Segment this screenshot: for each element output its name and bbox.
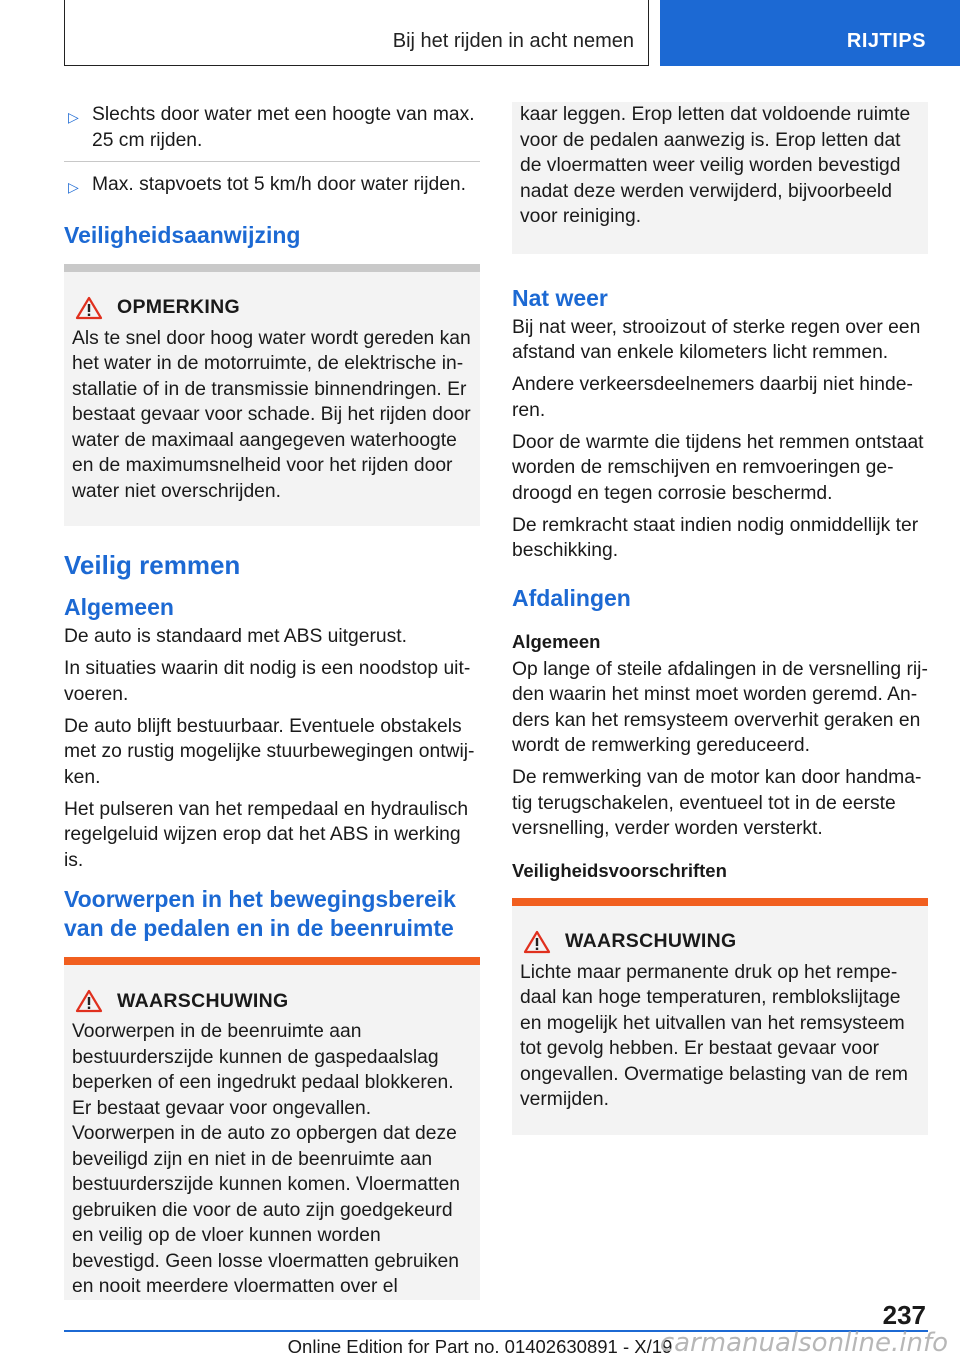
brake-title: Veilig remmen [64,550,241,580]
watermark: carmanualsonline.info [659,1328,948,1358]
paragraph: Bij nat weer, strooizout of sterke regen over een afstand van enkele kilometers licht remmen. [512,316,921,363]
warning-triangle-icon [75,296,103,320]
warning-box [512,898,928,1135]
notice-label: OPMERKING [117,296,240,318]
warning-triangle-icon [523,930,551,954]
notice-text: kaar leggen. Erop letten dat voldoende ruimte voor de pedalen aanwezig is. Erop letten dat de vloermatten weer veilig worden bevestigd nadat deze werden verwijderd, bijvoorbeeld voor reiniging. [520,104,911,227]
paragraph: In situaties waarin dit nodig is een noodstop uitvoeren. [64,658,471,705]
notice-text: Lichte maar permanente druk op het rempedaal kan hoge temperaturen, remblokslijtage en mogelijk het uitvallen van het remsysteem tot gevolg hebben. Er bestaat gevaar voor ongevallen. Overmatige belasting van de rem vermijden. [520,961,908,1110]
header-section-box [64,0,649,66]
paragraph: De remkracht staat indien nodig onmiddellijk ter beschikking. [512,514,919,561]
notice-header [520,930,920,954]
notice-text: Als te snel door hoog water wordt gereden kan het water in de motorruimte, de elektrische installatie of in de transmissie binnendringen. Er bestaat gevaar voor schade. Bij het rijden door water de maximaal aangegeven waterhoogte en de maximumsnelheid voor het rijden door water niet overschrijden. [72,327,471,502]
paragraph: Op lange of steile afdalingen in de versnelling rijden waarin het minst moet worden geremd. Anders kan het remsysteem oververhit geraken en wordt de remwerking gereduceerd. [512,658,928,756]
paragraph: Door de warmte die tijdens het remmen ontstaat worden de remschijven en remvoeringen gedroogd en tegen corrosie beschermd. [512,431,924,504]
notice-label: WAARSCHUWING [117,989,289,1012]
page-number: 237 [882,1300,926,1330]
paragraph: Andere verkeersdeelnemers daarbij niet hinderen. [512,374,913,421]
notice-text: Voorwerpen in de beenruimte aan bestuurderszijde kunnen de gaspedaalslag beperken of een ingedrukt pedaal blokkeren. Er bestaat gevaar voor ongevallen. Voorwerpen in de auto zo opbergen dat deze beveiligd zijn en niet in de beenruimte aan bestuurderszijde kunnen komen. Vloermatten gebruiken die voor de auto zijn goedgekeurd en veilig op de vloer kunnen worden bevestigd. Geen losse vloermatten gebruiken en nooit meerdere vloermatten over el [72,1021,460,1297]
safety-heading: Veiligheidsaanwijzing [64,221,301,248]
descents-heading: Afdalingen [512,584,631,611]
list-divider [64,161,480,162]
paragraph: Het pulseren van het rempedaal en hydraulisch regelgeluid wijzen erop dat het ABS in werking is. [64,798,469,871]
triangle-bullet-icon: ▷ [68,109,79,125]
warning-box-continued [512,102,928,254]
warning-triangle-icon [75,989,103,1013]
header-section-title: Bij het rijden in acht nemen [392,30,634,52]
list-item [64,102,480,153]
list-item-text: Max. stapvoets tot 5 km/h door water rijden. [92,174,467,195]
triangle-bullet-icon: ▷ [68,179,79,195]
wet-weather-heading: Nat weer [512,284,608,311]
general-heading: Algemeen [64,594,174,620]
notice-box [64,264,480,527]
header-chapter-title: RIJTIPS [846,30,926,52]
header-chapter-tab [660,0,960,66]
notice-label: WAARSCHUWING [565,930,737,952]
paragraph: De auto is standaard met ABS uitgerust. [64,626,407,647]
notice-header [72,989,472,1013]
paragraph: De remwerking van de motor kan door handmatig terugschakelen, eventueel tot in de eerste versnelling, verder worden versterkt. [512,767,922,839]
warning-box [64,957,480,1300]
left-column [64,102,480,1308]
objects-heading: Voorwerpen in het bewegingsbereik van de pedalen en in de beenruimte [64,886,456,941]
safety-rules-subheading: Veiligheidsvoorschriften [512,859,727,881]
footer-edition: Online Edition for Part no. 01402630891 - X/19 [287,1336,673,1357]
paragraph: De auto blijft bestuurbaar. Eventuele obstakels met zo rustig mogelijke stuurbewegingen ontwijken. [64,715,475,788]
right-column [512,102,928,1143]
notice-header [72,296,472,320]
list-item [64,172,480,201]
descents-subheading: Algemeen [512,630,601,652]
list-item-text: Slechts door water met een hoogte van max. 25 cm rijden. [92,104,475,151]
